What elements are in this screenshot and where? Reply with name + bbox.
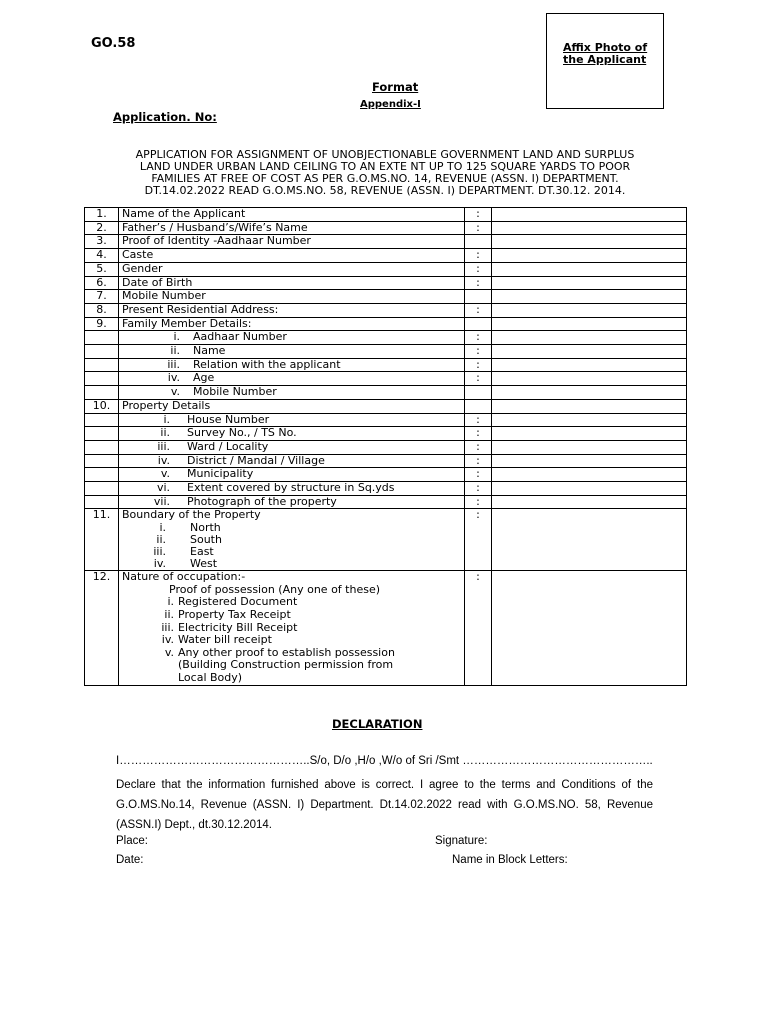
row-label: Family Member Details: — [119, 317, 465, 331]
row-number: 8. — [85, 303, 119, 317]
heading-line: DT.14.02.2022 READ G.O.MS.NO. 58, REVENUE (ASSN. I) DEPARTMENT. DT.30.12. 2014. — [144, 184, 626, 197]
value-cell[interactable] — [492, 331, 687, 345]
value-cell[interactable] — [492, 221, 687, 235]
subrow-label: Electricity Bill Receipt — [178, 620, 298, 634]
subrow-label: House Number — [187, 413, 270, 426]
value-cell[interactable] — [492, 249, 687, 263]
subrow-number: iv. — [157, 454, 170, 467]
form-row — [85, 276, 687, 290]
row-label: Date of Birth — [119, 276, 465, 290]
application-heading — [70, 149, 700, 197]
go-number: GO.58 — [91, 36, 136, 51]
appendix-label: Appendix-I — [360, 99, 421, 110]
subrow-number: ii. — [160, 426, 170, 440]
row-colon: : — [465, 331, 492, 345]
heading-line: APPLICATION FOR ASSIGNMENT OF UNOBJECTIONABLE GOVERNMENT LAND AND SURPLUS — [135, 148, 635, 161]
row-colon — [465, 399, 492, 413]
row-number: 12. — [85, 571, 119, 685]
row-colon — [465, 290, 492, 304]
subrow-number: v. — [160, 467, 170, 481]
subrow-label: Property Tax Receipt — [178, 607, 291, 621]
row-label: Name of the Applicant — [119, 208, 465, 222]
row-number: 11. — [85, 509, 119, 571]
subrow-number: i. — [167, 595, 174, 609]
value-cell[interactable] — [492, 495, 687, 509]
subrow-number: ii. — [156, 533, 166, 547]
proof-continuation: (Building Construction permission from — [178, 658, 394, 672]
value-cell[interactable] — [492, 427, 687, 441]
row-label: Nature of occupation:- — [122, 570, 246, 584]
row-number: 3. — [85, 235, 119, 249]
value-cell[interactable] — [492, 509, 687, 571]
subrow-label: North — [190, 521, 221, 535]
subrow-label: Municipality — [187, 467, 254, 481]
subrow-number: i. — [159, 521, 166, 535]
value-cell[interactable] — [492, 399, 687, 413]
row-colon: : — [465, 468, 492, 482]
subrow-number: iii. — [167, 358, 180, 371]
row-label: Mobile Number — [119, 290, 465, 304]
subrow-label: South — [190, 533, 222, 547]
date-label: Date: — [116, 854, 144, 866]
row-label: Property Details — [119, 399, 465, 413]
form-subrow — [85, 331, 687, 345]
subrow-label: Ward / Locality — [187, 440, 269, 453]
row-number: 10. — [85, 399, 119, 413]
form-row — [85, 249, 687, 263]
row-number: 6. — [85, 276, 119, 290]
row-colon: : — [465, 440, 492, 454]
subrow-label: Aadhaar Number — [193, 330, 287, 344]
form-subrow — [85, 427, 687, 441]
row-label: Caste — [119, 249, 465, 263]
value-cell[interactable] — [492, 372, 687, 386]
signature-label: Signature: — [435, 835, 488, 847]
value-cell[interactable] — [492, 413, 687, 427]
value-cell[interactable] — [492, 358, 687, 372]
form-row — [85, 262, 687, 276]
format-label: Format — [372, 80, 419, 94]
form-row — [85, 399, 687, 413]
form-subrow — [85, 413, 687, 427]
heading-line: LAND UNDER URBAN LAND CEILING TO AN EXTE NT UP TO 125 SQUARE YARDS TO POOR — [139, 160, 631, 173]
subrow-label: Mobile Number — [193, 385, 277, 399]
row-number: 9. — [85, 317, 119, 331]
row-colon — [465, 235, 492, 249]
row-colon: : — [465, 571, 492, 685]
row-colon: : — [465, 303, 492, 317]
subrow-label: West — [190, 557, 218, 571]
subrow-number: vii. — [153, 495, 170, 508]
value-cell[interactable] — [492, 317, 687, 331]
name-block-letters-label: Name in Block Letters: — [452, 854, 568, 866]
subrow-label: East — [190, 545, 214, 559]
proof-continuation: Local Body) — [178, 670, 243, 684]
form-row — [85, 571, 687, 685]
value-cell[interactable] — [492, 386, 687, 400]
subrow-number: v. — [170, 385, 180, 399]
row-colon: : — [465, 427, 492, 441]
row-label: Boundary of the Property — [122, 508, 261, 522]
form-row — [85, 221, 687, 235]
application-number-label: Application. No: — [113, 110, 217, 124]
row-colon: : — [465, 495, 492, 509]
form-subrow — [85, 454, 687, 468]
form-subrow — [85, 386, 687, 400]
row-label: Gender — [119, 262, 465, 276]
declaration-title: DECLARATION — [332, 717, 423, 731]
form-subrow — [85, 482, 687, 496]
subrow-number: iii. — [157, 440, 170, 453]
row-number: 1. — [85, 208, 119, 222]
subrow-number: vi. — [156, 481, 170, 495]
subrow-label: Name — [193, 344, 226, 358]
subrow-number: iii. — [153, 545, 166, 559]
form-subrow — [85, 495, 687, 509]
photo-box-text: Affix Photo of the Applicant — [563, 41, 648, 66]
subrow-label: Water bill receipt — [178, 633, 272, 647]
row-number: 5. — [85, 262, 119, 276]
row-colon: : — [465, 221, 492, 235]
value-cell[interactable] — [492, 468, 687, 482]
heading-line: FAMILIES AT FREE OF COST AS PER G.O.MS.NO. 14, REVENUE (ASSN. I) DEPARTMENT. — [151, 172, 619, 185]
subrow-number: iv. — [161, 633, 174, 647]
subrow-number: i. — [163, 413, 170, 426]
subrow-label: Extent covered by structure in Sq.yds — [187, 481, 395, 495]
value-cell[interactable] — [492, 440, 687, 454]
declaration-body: Declare that the information furnished above is correct. I agree to the terms and Conditions of the G.O.MS.No.14, Revenue (ASSN. I) Department. Dt.14.02.2022 read with G.O.MS.NO. 58, Revenue (ASSN.I) Dept., dt.30.12.2014. — [116, 779, 653, 831]
form-row — [85, 290, 687, 304]
proof-heading: Proof of possession (Any one of these) — [169, 582, 381, 596]
form-subrow — [85, 440, 687, 454]
row-colon: : — [465, 249, 492, 263]
value-cell[interactable] — [492, 454, 687, 468]
value-cell[interactable] — [492, 276, 687, 290]
subrow-number: iv. — [153, 557, 166, 571]
form-row — [85, 235, 687, 249]
subrow-label: Age — [193, 371, 215, 385]
subrow-label: Survey No., / TS No. — [187, 426, 297, 440]
row-colon: : — [465, 276, 492, 290]
row-number: 2. — [85, 221, 119, 235]
subrow-number: iii. — [161, 620, 174, 634]
subrow-number: iv. — [167, 371, 180, 385]
form-subrow — [85, 345, 687, 359]
row-label: Present Residential Address: — [119, 303, 465, 317]
row-colon: : — [465, 509, 492, 571]
form-row — [85, 303, 687, 317]
row-colon: : — [465, 454, 492, 468]
value-cell[interactable] — [492, 345, 687, 359]
form-subrow — [85, 358, 687, 372]
row-colon: : — [465, 358, 492, 372]
declaration-line: I…………………………………………..S/o, D/o ,H/o ,W/o of Sri /Smt ………………………………………….. — [116, 755, 653, 767]
row-number: 7. — [85, 290, 119, 304]
row-number: 4. — [85, 249, 119, 263]
subrow-number: ii. — [164, 607, 174, 621]
form-row — [85, 317, 687, 331]
value-cell[interactable] — [492, 571, 687, 685]
value-cell[interactable] — [492, 290, 687, 304]
subrow-label: Photograph of the property — [187, 495, 337, 508]
row-colon: : — [465, 262, 492, 276]
value-cell[interactable] — [492, 208, 687, 222]
row-label: Father’s / Husband’s/Wife’s Name — [119, 221, 465, 235]
subrow-label: Registered Document — [178, 595, 298, 609]
form-subrow — [85, 372, 687, 386]
form-row — [85, 208, 687, 222]
photo-box — [546, 13, 664, 109]
form-subrow — [85, 468, 687, 482]
row-colon — [465, 317, 492, 331]
row-colon: : — [465, 413, 492, 427]
row-label: Proof of Identity -Aadhaar Number — [119, 235, 465, 249]
value-cell[interactable] — [492, 235, 687, 249]
value-cell[interactable] — [492, 262, 687, 276]
form-row — [85, 509, 687, 571]
row-colon: : — [465, 372, 492, 386]
subrow-number: i. — [173, 330, 180, 344]
application-form-table — [84, 207, 687, 686]
subrow-label: Any other proof to establish possession — [178, 645, 395, 659]
subrow-number: v. — [164, 645, 174, 659]
value-cell[interactable] — [492, 303, 687, 317]
subrow-label: District / Mandal / Village — [187, 454, 325, 467]
subrow-number: ii. — [170, 344, 180, 358]
subrow-label: Relation with the applicant — [193, 358, 341, 371]
row-colon: : — [465, 345, 492, 359]
row-colon — [465, 386, 492, 400]
place-label: Place: — [116, 835, 148, 847]
row-colon: : — [465, 482, 492, 496]
row-colon: : — [465, 208, 492, 222]
value-cell[interactable] — [492, 482, 687, 496]
